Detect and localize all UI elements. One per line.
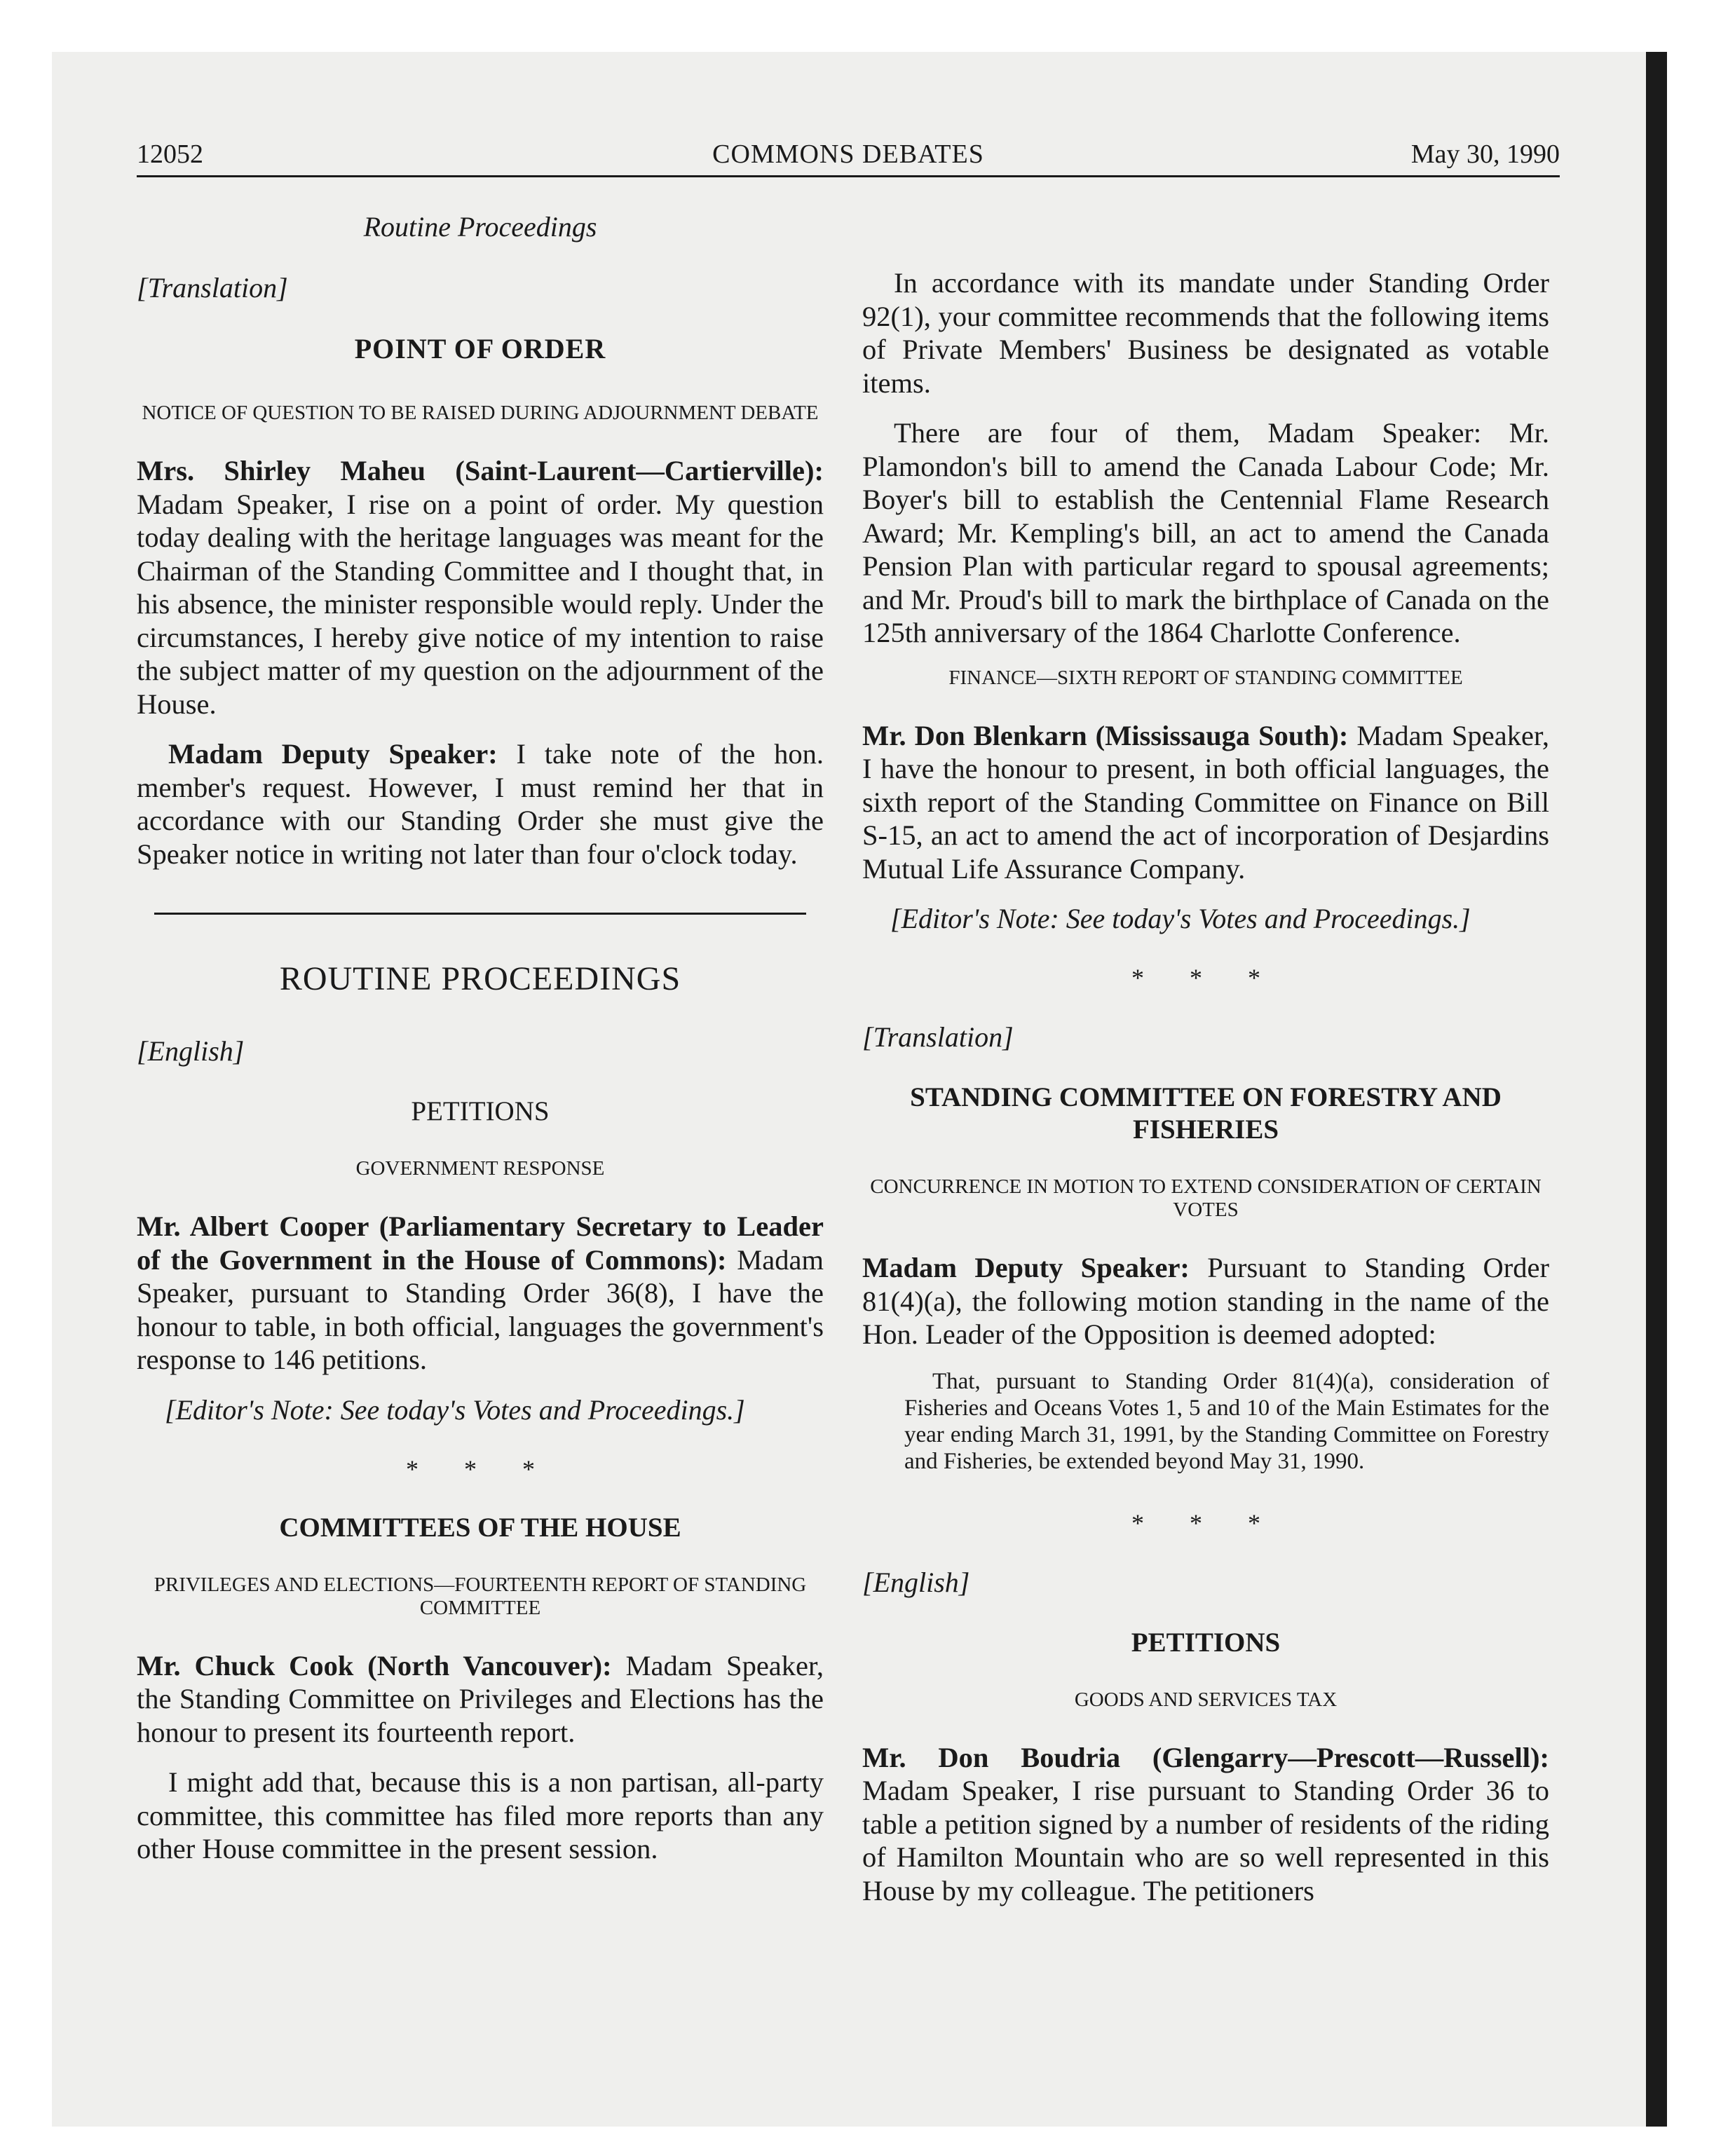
right-column [862, 266, 1549, 1924]
language-marker: [English] [137, 1035, 245, 1067]
speech-blenkarn [862, 719, 1549, 886]
speaker-name: Mr. Don Blenkarn (Mississauga South): [862, 719, 1349, 751]
speaker-name: Mr. Don Boudria (Glengarry—Prescott—Russell): [862, 1741, 1549, 1773]
subheading-privileges-elections: PRIVILEGES AND ELECTIONS—FOURTEENTH REPORT OF STANDING COMMITTEE [154, 1573, 807, 1619]
language-marker: [Translation] [137, 272, 288, 303]
section-title: Routine Proceedings [363, 211, 597, 243]
section-divider [154, 913, 806, 915]
heading-petitions: PETITIONS [411, 1096, 550, 1126]
speaker-name: Madam Deputy Speaker: [168, 738, 498, 770]
speaker-name: Mrs. Shirley Maheu (Saint-Laurent—Cartierville): [137, 455, 824, 486]
heading-routine-proceedings: ROUTINE PROCEEDINGS [279, 960, 681, 997]
heading-point-of-order: POINT OF ORDER [354, 333, 606, 364]
journal-title: COMMONS DEBATES [712, 139, 984, 169]
speech-text: Madam Speaker, the Standing Committee on Privileges and Elections has the honour to present its fourteenth report. [137, 1649, 824, 1748]
heading-committees-of-the-house: COMMITTEES OF THE HOUSE [279, 1512, 681, 1543]
speech-cook [137, 1649, 824, 1749]
subheading-notice: NOTICE OF QUESTION TO BE RAISED DURING ADJOURNMENT DEBATE [142, 402, 819, 424]
paragraph-mandate: In accordance with its mandate under Standing Order 92(1), your committee recommends that the following items of Private Members' Business be designated as votable items. [862, 267, 1549, 399]
subheading-finance-report: FINANCE—SIXTH REPORT OF STANDING COMMITTEE [948, 666, 1463, 689]
running-header [137, 133, 1560, 177]
heading-petitions: PETITIONS [1131, 1627, 1281, 1658]
speech-text: Madam Speaker, I rise pursuant to Standing Order 36 to table a petition signed by a number of residents of the riding of Hamilton Mountain who are so well represented in this House by my colleague. The petitioners [862, 1775, 1549, 1906]
speech-deputy-speaker [862, 1251, 1549, 1351]
speech-cook-continued: I might add that, because this is a non partisan, all-party committee, this committee has filed more reports than any other House committee in the present session. [137, 1766, 824, 1864]
speech-deputy-speaker [137, 737, 824, 871]
header-date: May 30, 1990 [1410, 139, 1560, 169]
subheading-government-response: GOVERNMENT RESPONSE [355, 1157, 605, 1180]
subheading-concurrence: CONCURRENCE IN MOTION TO EXTEND CONSIDERATION OF CERTAIN VOTES [870, 1175, 1542, 1221]
section-stars: * * * [406, 1454, 554, 1483]
editors-note: [Editor's Note: See today's Votes and Proceedings.] [165, 1393, 745, 1426]
language-marker: [English] [862, 1566, 970, 1598]
speaker-name: Mr. Chuck Cook (North Vancouver): [137, 1649, 612, 1681]
speech-cooper [137, 1210, 824, 1377]
left-column [137, 210, 824, 1883]
page-number: 12052 [137, 139, 203, 169]
scan-edge-shadow [1646, 52, 1667, 2127]
speech-boudria [862, 1741, 1549, 1908]
language-marker: [Translation] [862, 1021, 1014, 1053]
section-stars: * * * [1131, 1508, 1280, 1537]
speaker-name: Mr. Albert Cooper (Parliamentary Secretary to Leader of the Government in the House of Commons): [137, 1210, 824, 1276]
speech-text: Madam Speaker, I rise on a point of order. My question today dealing with the heritage languages was meant for the Chairman of the Standing Committee and I thought that, in his absence, the minister responsible would reply. Under the circumstances, I hereby give notice of my intention to raise the subject matter of my question on the adjournment of the House. [137, 488, 824, 720]
paragraph-four-items: There are four of them, Madam Speaker: Mr. Plamondon's bill to amend the Canada Labour Code; Mr. Boyer's bill to establish the Centennial Flame Research Award; Mr. Kempling's bill, an act to amend the Canada Pension Plan with particular regard to spousal agreements; and Mr. Proud's bill to mark the birthplace of Canada on the 125th anniversary of the 1864 Charlotte Conference. [862, 417, 1549, 648]
speech-text: Pursuant to Standing Order 81(4)(a), the following motion standing in the name of the Hon. Leader of the Opposition is deemed adopted: [862, 1252, 1549, 1350]
heading-forestry-fisheries: STANDING COMMITTEE ON FORESTRY AND FISHERIES [910, 1082, 1502, 1145]
section-stars: * * * [1131, 964, 1280, 992]
subheading-gst: GOODS AND SERVICES TAX [1074, 1688, 1338, 1711]
speech-text: Madam Speaker, I have the honour to present, in both official languages, the sixth report of the Standing Committee on Finance on Bill S-15, an act to amend the act of incorporation of Desjardins Mutual Life Assurance Company. [862, 719, 1549, 885]
speech-text: I take note of the hon. member's request. However, I must remind her that in accordance with our Standing Order she must give the Speaker notice in writing not later than four o'clock today. [137, 738, 824, 870]
editors-note: [Editor's Note: See today's Votes and Proceedings.] [890, 903, 1471, 934]
speaker-name: Madam Deputy Speaker: [862, 1252, 1190, 1283]
motion-text: That, pursuant to Standing Order 81(4)(a), consideration of Fisheries and Oceans Votes 1, 5 and 10 of the Main Estimates for the year ending March 31, 1991, by the Standing Committee on Forestry and Fisheries, be extended beyond May 31, 1990. [904, 1368, 1549, 1474]
speech-maheu [137, 454, 824, 721]
speech-text: Madam Speaker, pursuant to Standing Order 36(8), I have the honour to table, in both official, languages the government's response to 146 petitions. [137, 1243, 824, 1375]
